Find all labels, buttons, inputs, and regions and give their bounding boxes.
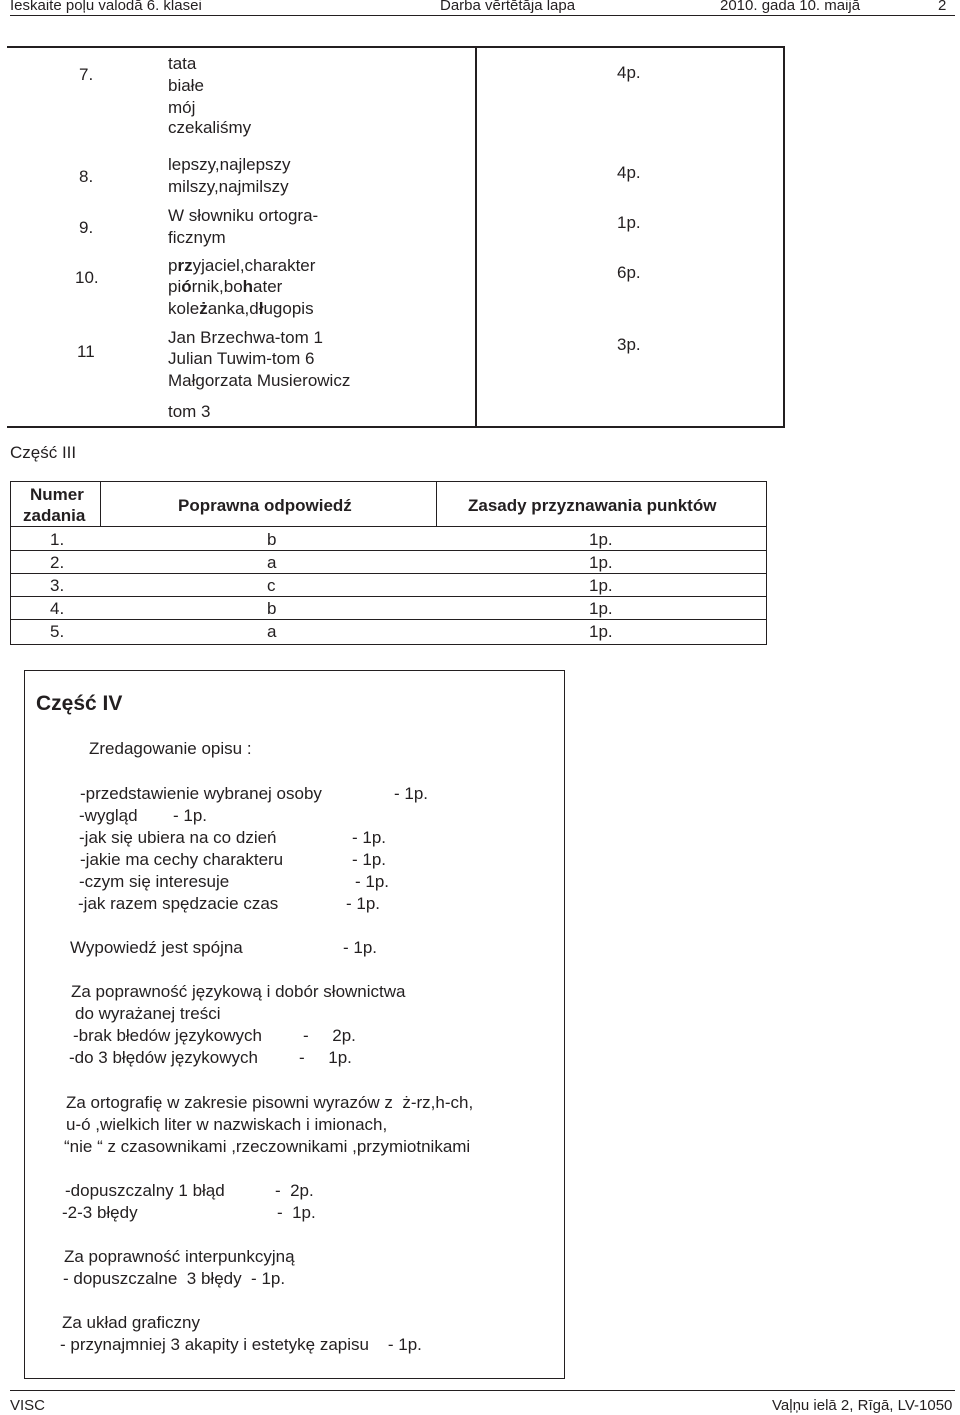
criterion-points: - 1p. xyxy=(394,784,429,803)
table3-header-rule xyxy=(10,526,767,527)
header-date: 2010. gada 10. maijā xyxy=(720,0,861,14)
answer-line: Julian Tuwim-tom 6 xyxy=(168,349,315,368)
layout-rule: - przynajmniej 3 akapity i estetykę zapisu - 1p. xyxy=(60,1335,422,1354)
answer-line: Małgorzata Musierowicz xyxy=(168,371,351,390)
table-row-number: 3. xyxy=(50,576,65,595)
table-row-points: 1p. xyxy=(589,553,613,572)
table-row-number: 4. xyxy=(50,599,65,618)
criterion-points: - 1p. xyxy=(346,894,381,913)
punctuation-heading: Za poprawność interpunkcyjną xyxy=(64,1247,295,1266)
table1-divider xyxy=(475,46,477,426)
language-heading-2: do wyrażanej treści xyxy=(75,1004,221,1023)
criterion-label: -przedstawienie wybranej osoby xyxy=(80,784,322,803)
spelling-item-points: - 1p. xyxy=(277,1203,316,1222)
table-row-points: 1p. xyxy=(589,622,613,641)
task-number: 11 xyxy=(77,342,95,361)
criterion-label: -wygląd xyxy=(79,806,138,825)
criterion-label: -jak razem spędzacie czas xyxy=(78,894,279,913)
points: 4p. xyxy=(617,63,641,82)
table3-row-rule xyxy=(10,550,767,551)
footer-left: VISC xyxy=(10,1397,46,1414)
points: 6p. xyxy=(617,263,641,282)
column-header-points: Zasady przyznawania punktów xyxy=(468,496,717,515)
coherence-label: Wypowiedź jest spójna xyxy=(70,938,243,957)
answer-line: mój xyxy=(168,98,196,117)
criterion-label: -jak się ubiera na co dzień xyxy=(79,828,277,847)
spelling-item-points: - 2p. xyxy=(275,1181,314,1200)
spelling-heading-2: u-ó ,wielkich liter w nazwiskach i imionach, xyxy=(66,1115,388,1134)
criterion-points: - 1p. xyxy=(352,850,387,869)
points: 1p. xyxy=(617,213,641,232)
task-number: 8. xyxy=(79,167,94,186)
points: 3p. xyxy=(617,335,641,354)
spelling-item-label: -2-3 błędy xyxy=(62,1203,138,1222)
answer-line: czekaliśmy xyxy=(168,118,252,137)
layout-heading: Za układ graficzny xyxy=(62,1313,200,1332)
criterion-points: - 1p. xyxy=(355,872,390,891)
table-row-answer: b xyxy=(267,530,277,549)
criterion-label: -czym się interesuje xyxy=(79,872,230,891)
table-row-answer: b xyxy=(267,599,277,618)
answer-line: przyjaciel,charakter xyxy=(168,256,316,275)
header-rule xyxy=(10,15,955,16)
table-row-points: 1p. xyxy=(589,530,613,549)
criterion-label: -jakie ma cechy charakteru xyxy=(80,850,284,869)
task-number: 9. xyxy=(79,218,94,237)
answer-line: tata xyxy=(168,54,197,73)
table-row-answer: c xyxy=(267,576,276,595)
column-header-answer: Poprawna odpowiedź xyxy=(178,496,352,515)
header-subtitle: Darba vērtētāja lapa xyxy=(440,0,576,14)
answer-line: ficznym xyxy=(168,228,226,247)
language-heading: Za poprawność językową i dobór słownictwa xyxy=(71,982,406,1001)
spelling-heading: Za ortografię w zakresie pisowni wyrazów z ż-rz,h-ch, xyxy=(66,1093,474,1112)
answer-line: białe xyxy=(168,76,204,95)
language-item-label: -do 3 błędów językowych xyxy=(69,1048,258,1067)
spelling-item-label: -dopuszczalny 1 błąd xyxy=(65,1181,225,1200)
language-item-points: - 2p. xyxy=(303,1026,356,1045)
footer-right: Vaļņu ielā 2, Rīgā, LV-1050 xyxy=(772,1397,953,1414)
table1-frame xyxy=(7,46,785,428)
section-title-part4: Część IV xyxy=(36,692,123,715)
table3-row-rule xyxy=(10,596,767,597)
answer-line: lepszy,najlepszy xyxy=(168,155,291,174)
task-number: 10. xyxy=(75,268,99,287)
part4-intro: Zredagowanie opisu : xyxy=(89,739,252,758)
answer-line: milszy,najmilszy xyxy=(168,177,289,196)
coherence-points: - 1p. xyxy=(343,938,378,957)
footer-rule xyxy=(10,1390,955,1391)
points: 4p. xyxy=(617,163,641,182)
table-row-answer: a xyxy=(267,553,277,572)
table3-row-rule xyxy=(10,619,767,620)
column-header-number-2: zadania xyxy=(23,506,86,525)
language-item-label: -brak błedów językowych xyxy=(73,1026,262,1045)
table3-col-divider xyxy=(436,481,437,526)
header-title: Ieskaite poļu valodā 6. klasei xyxy=(10,0,202,14)
table-row-number: 2. xyxy=(50,553,65,572)
header-page-number: 2 xyxy=(938,0,947,14)
table-row-answer: a xyxy=(267,622,277,641)
task-number: 7. xyxy=(79,65,94,84)
punctuation-rule: - dopuszczalne 3 błędy - 1p. xyxy=(63,1269,286,1288)
table3-row-rule xyxy=(10,573,767,574)
table-row-points: 1p. xyxy=(589,576,613,595)
column-header-number: Numer xyxy=(30,485,84,504)
table-row-number: 1. xyxy=(50,530,65,549)
answer-line: Jan Brzechwa-tom 1 xyxy=(168,328,323,347)
spelling-heading-3: “nie “ z czasownikami ,rzeczownikami ,przymiotnikami xyxy=(64,1137,471,1156)
criterion-points: - 1p. xyxy=(173,806,208,825)
section-title-part3: Część III xyxy=(10,443,77,462)
answer-line: W słowniku ortogra- xyxy=(168,206,319,225)
criterion-points: - 1p. xyxy=(352,828,387,847)
table-row-number: 5. xyxy=(50,622,65,641)
answer-line: koleżanka,długopis xyxy=(168,299,314,318)
table-row-points: 1p. xyxy=(589,599,613,618)
language-item-points: - 1p. xyxy=(299,1048,352,1067)
answer-line: tom 3 xyxy=(168,402,211,421)
table3-col-divider xyxy=(100,481,101,526)
answer-line: piórnik,bohater xyxy=(168,277,283,296)
